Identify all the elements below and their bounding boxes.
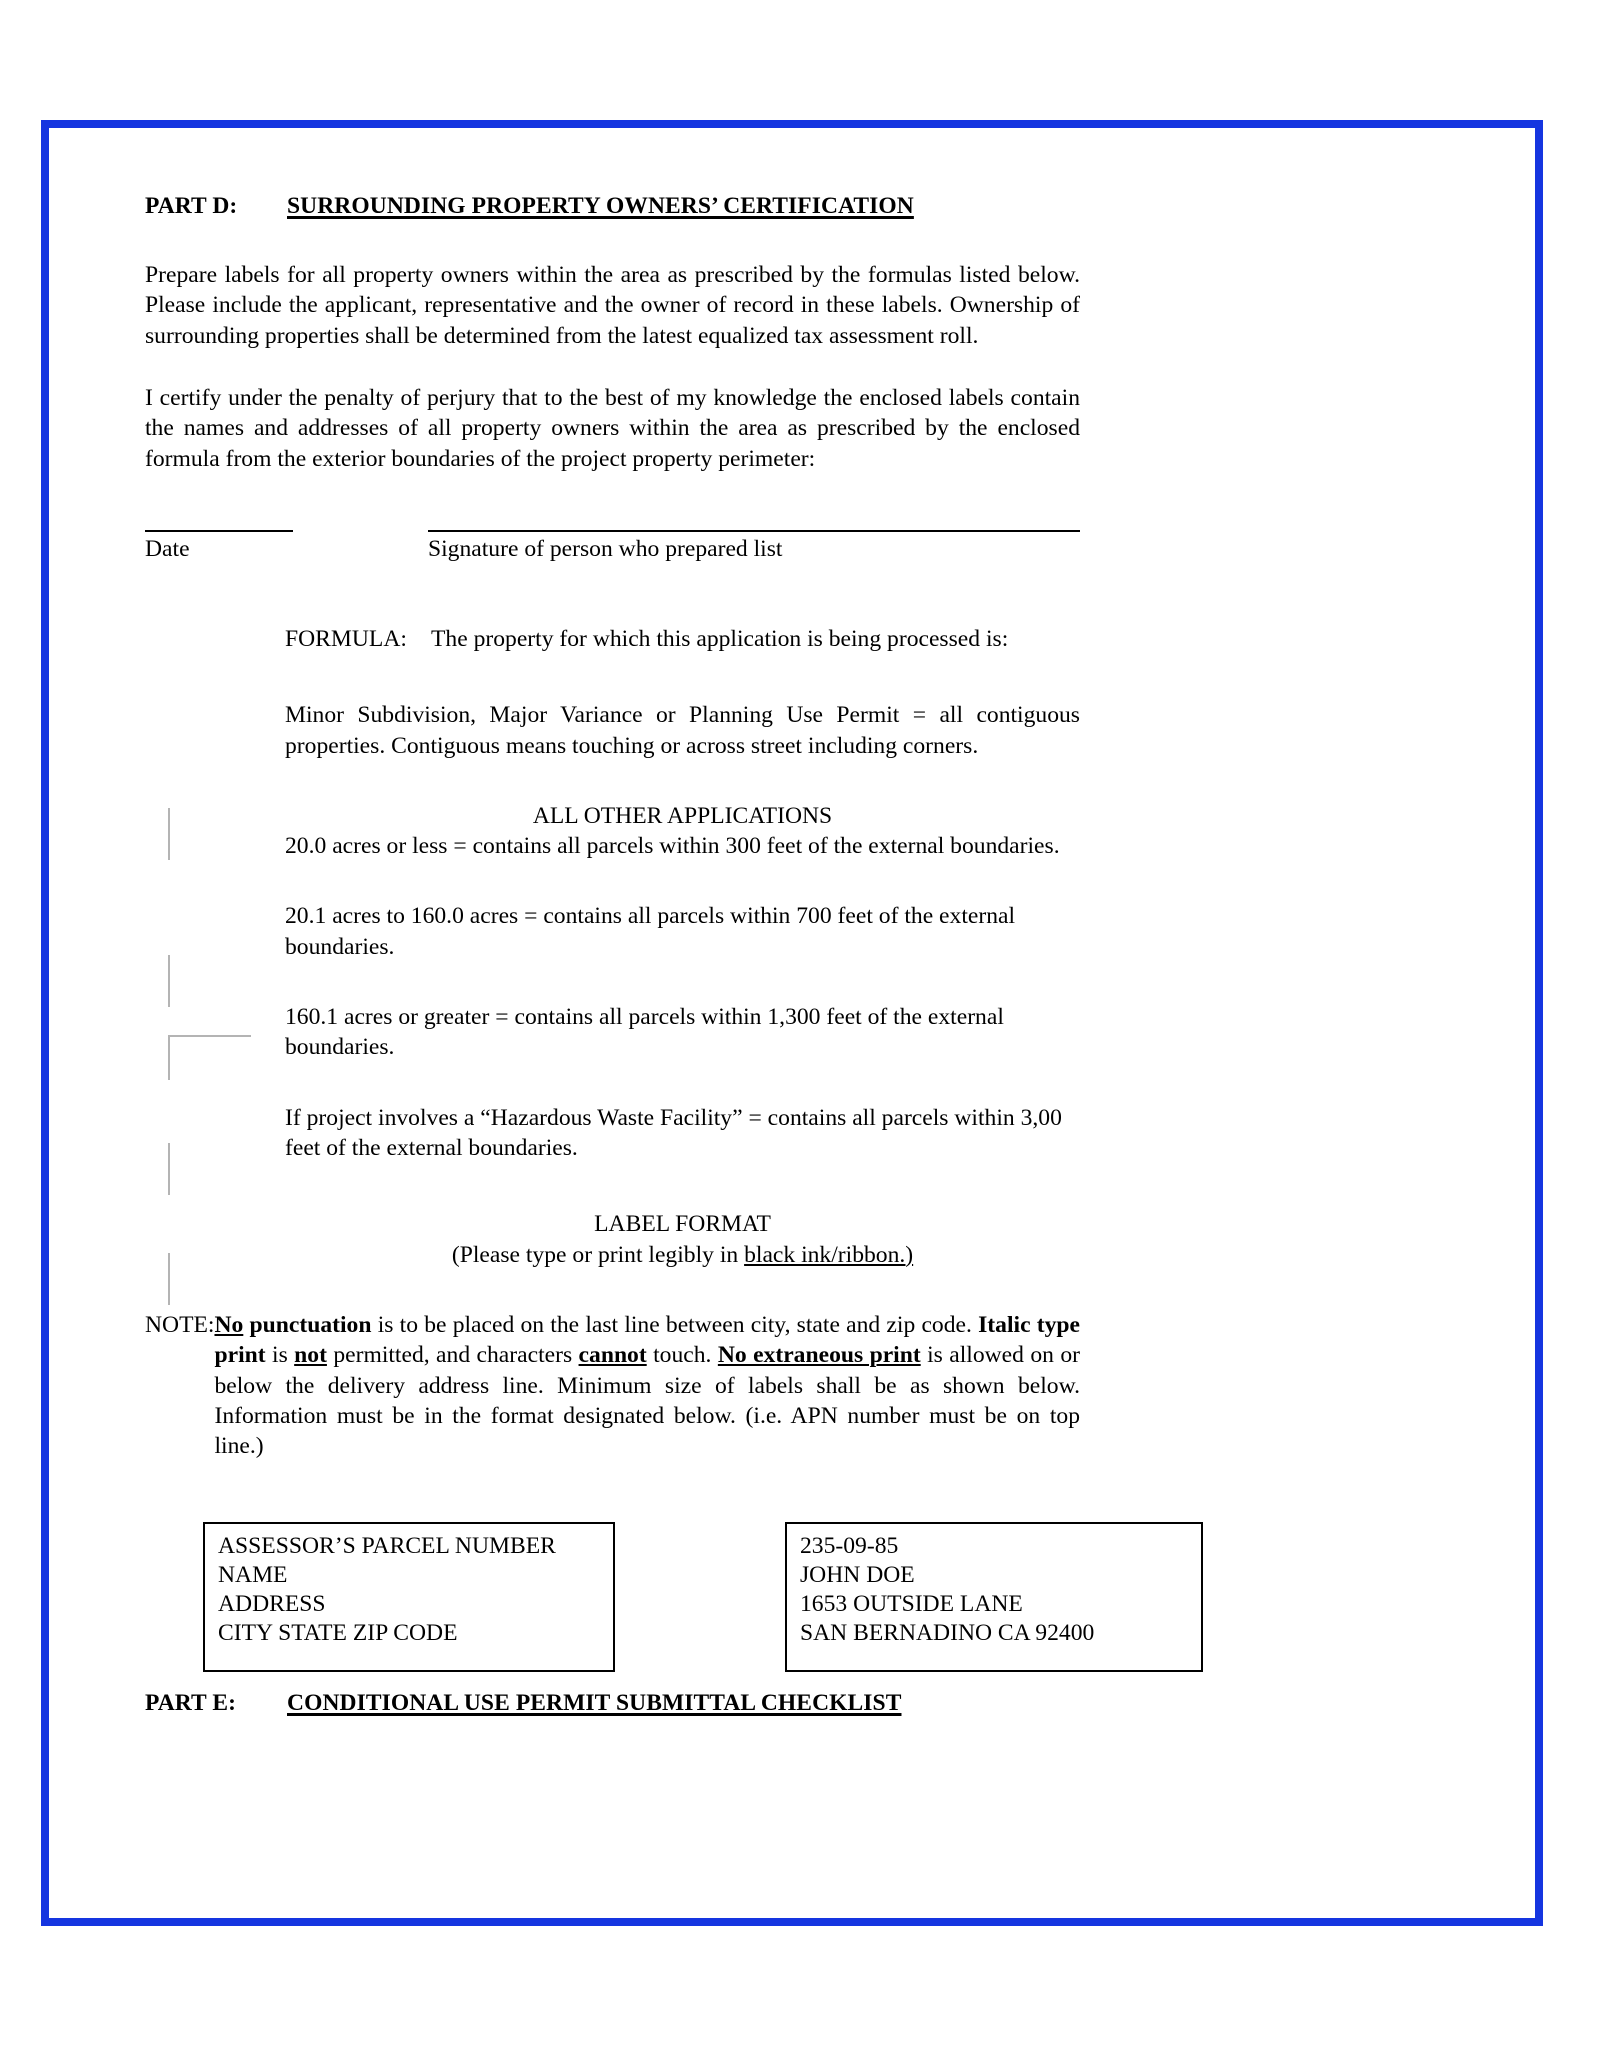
signature-label: Signature of person who prepared list bbox=[428, 535, 783, 562]
signature-line[interactable] bbox=[428, 530, 1080, 532]
label-example-line-2: JOHN DOE bbox=[800, 1561, 915, 1588]
label-format-sub-underlined: black ink/ribbon.) bbox=[744, 1241, 914, 1268]
spacer bbox=[145, 220, 1080, 260]
label-example-line-3: 1653 OUTSIDE LANE bbox=[800, 1590, 1023, 1617]
date-label: Date bbox=[145, 535, 190, 562]
label-example-line-4: SAN BERNADINO CA 92400 bbox=[800, 1619, 1095, 1646]
formula-tier-3: 160.1 acres or greater = contains all parcels within 1,300 feet of the external boundaries. bbox=[285, 1004, 1004, 1061]
spacer bbox=[285, 1063, 1080, 1103]
paragraph-certification: I certify under the penalty of perjury that to the best of my knowledge the enclosed labels contain the names and addresses of all property owners within the area as prescribed by the enclosed formula from the exterior boundaries of the project property perimeter: bbox=[145, 384, 1080, 472]
spacer bbox=[145, 351, 1080, 383]
label-example-line-1: 235-09-85 bbox=[800, 1532, 899, 1559]
spacer bbox=[285, 761, 1080, 801]
part-e-label: PART E: bbox=[145, 1689, 237, 1716]
note-text bbox=[214, 1310, 1080, 1462]
note-seg-9: touch. bbox=[646, 1342, 718, 1369]
label-box-template bbox=[203, 1522, 615, 1672]
spacer bbox=[285, 1163, 1080, 1209]
label-sample-boxes bbox=[145, 1522, 1095, 1690]
note-seg-punctuation: punctuation bbox=[243, 1311, 372, 1338]
spacer bbox=[285, 861, 1080, 901]
document-body bbox=[145, 193, 1095, 1717]
paragraph-prepare-labels: Prepare labels for all property owners within the area as prescribed by the formulas listed below. Please include the applicant, representative and the owner of record in these labels. Ownership of surrounding properties shall be determined from the latest equalized tax assessment roll. bbox=[145, 262, 1080, 349]
note-seg-3: is to be placed on the last line between city, state and zip code. bbox=[371, 1311, 979, 1338]
part-d-label: PART D: bbox=[145, 193, 238, 219]
label-format-heading: LABEL FORMAT bbox=[594, 1211, 771, 1238]
note-seg-5: is bbox=[265, 1342, 295, 1369]
spacer bbox=[145, 596, 1080, 624]
label-template-line-3: ADDRESS bbox=[218, 1590, 326, 1617]
all-other-applications-heading: ALL OTHER APPLICATIONS bbox=[532, 802, 833, 829]
formula-minor-subdivision: Minor Subdivision, Major Variance or Planning Use Permit = all contiguous properties. Contiguous means touching or across street including corners. bbox=[285, 702, 1080, 759]
signature-row bbox=[145, 530, 1080, 596]
formula-tier-2: 20.1 acres to 160.0 acres = contains all parcels within 700 feet of the external boundaries. bbox=[285, 903, 1016, 960]
part-d-title: SURROUNDING PROPERTY OWNERS’ CERTIFICATION bbox=[287, 193, 914, 219]
formula-intro-line bbox=[285, 624, 1080, 654]
formula-intro-text: The property for which this application is being processed is: bbox=[431, 625, 1009, 652]
label-box-example bbox=[785, 1522, 1203, 1672]
label-template-line-1: ASSESSOR’S PARCEL NUMBER bbox=[218, 1532, 556, 1559]
part-e-title: CONDITIONAL USE PERMIT SUBMITTAL CHECKLIST bbox=[287, 1689, 902, 1716]
note-seg-no-extraneous-print: No extraneous print bbox=[717, 1342, 921, 1369]
spacer bbox=[285, 654, 1080, 700]
label-template-line-4: CITY STATE ZIP CODE bbox=[218, 1619, 458, 1646]
spacer bbox=[285, 962, 1080, 1002]
part-e-heading bbox=[145, 1690, 1080, 1717]
note-seg-no: No bbox=[214, 1311, 244, 1338]
formula-tier-1: 20.0 acres or less = contains all parcels within 300 feet of the external boundaries. bbox=[285, 833, 1060, 860]
note-seg-11: is allowed on or below the delivery address line. Minimum size of labels shall be as shown below. Information must be in the format designated below. (i.e. APN number must be on top line.) bbox=[214, 1342, 1080, 1460]
date-line[interactable] bbox=[145, 530, 293, 532]
note-seg-cannot: cannot bbox=[578, 1342, 647, 1369]
label-format-sub-prefix: (Please type or print legibly in bbox=[451, 1241, 745, 1268]
formula-block bbox=[285, 624, 1080, 1270]
part-d-heading bbox=[145, 193, 1080, 220]
note-seg-italic-type-print: Italic type print bbox=[214, 1311, 1081, 1369]
formula-label: FORMULA: bbox=[285, 625, 407, 652]
note-block bbox=[145, 1310, 1080, 1462]
note-seg-7: permitted, and characters bbox=[326, 1342, 579, 1369]
formula-tier-4: If project involves a “Hazardous Waste Facility” = contains all parcels within 3,00 feet of the external boundaries. bbox=[285, 1104, 1062, 1161]
note-label: NOTE: bbox=[145, 1311, 215, 1338]
spacer bbox=[145, 1270, 1080, 1310]
note-seg-not: not bbox=[294, 1342, 327, 1369]
label-template-line-2: NAME bbox=[218, 1561, 288, 1588]
label-format-subheading bbox=[285, 1240, 1080, 1270]
